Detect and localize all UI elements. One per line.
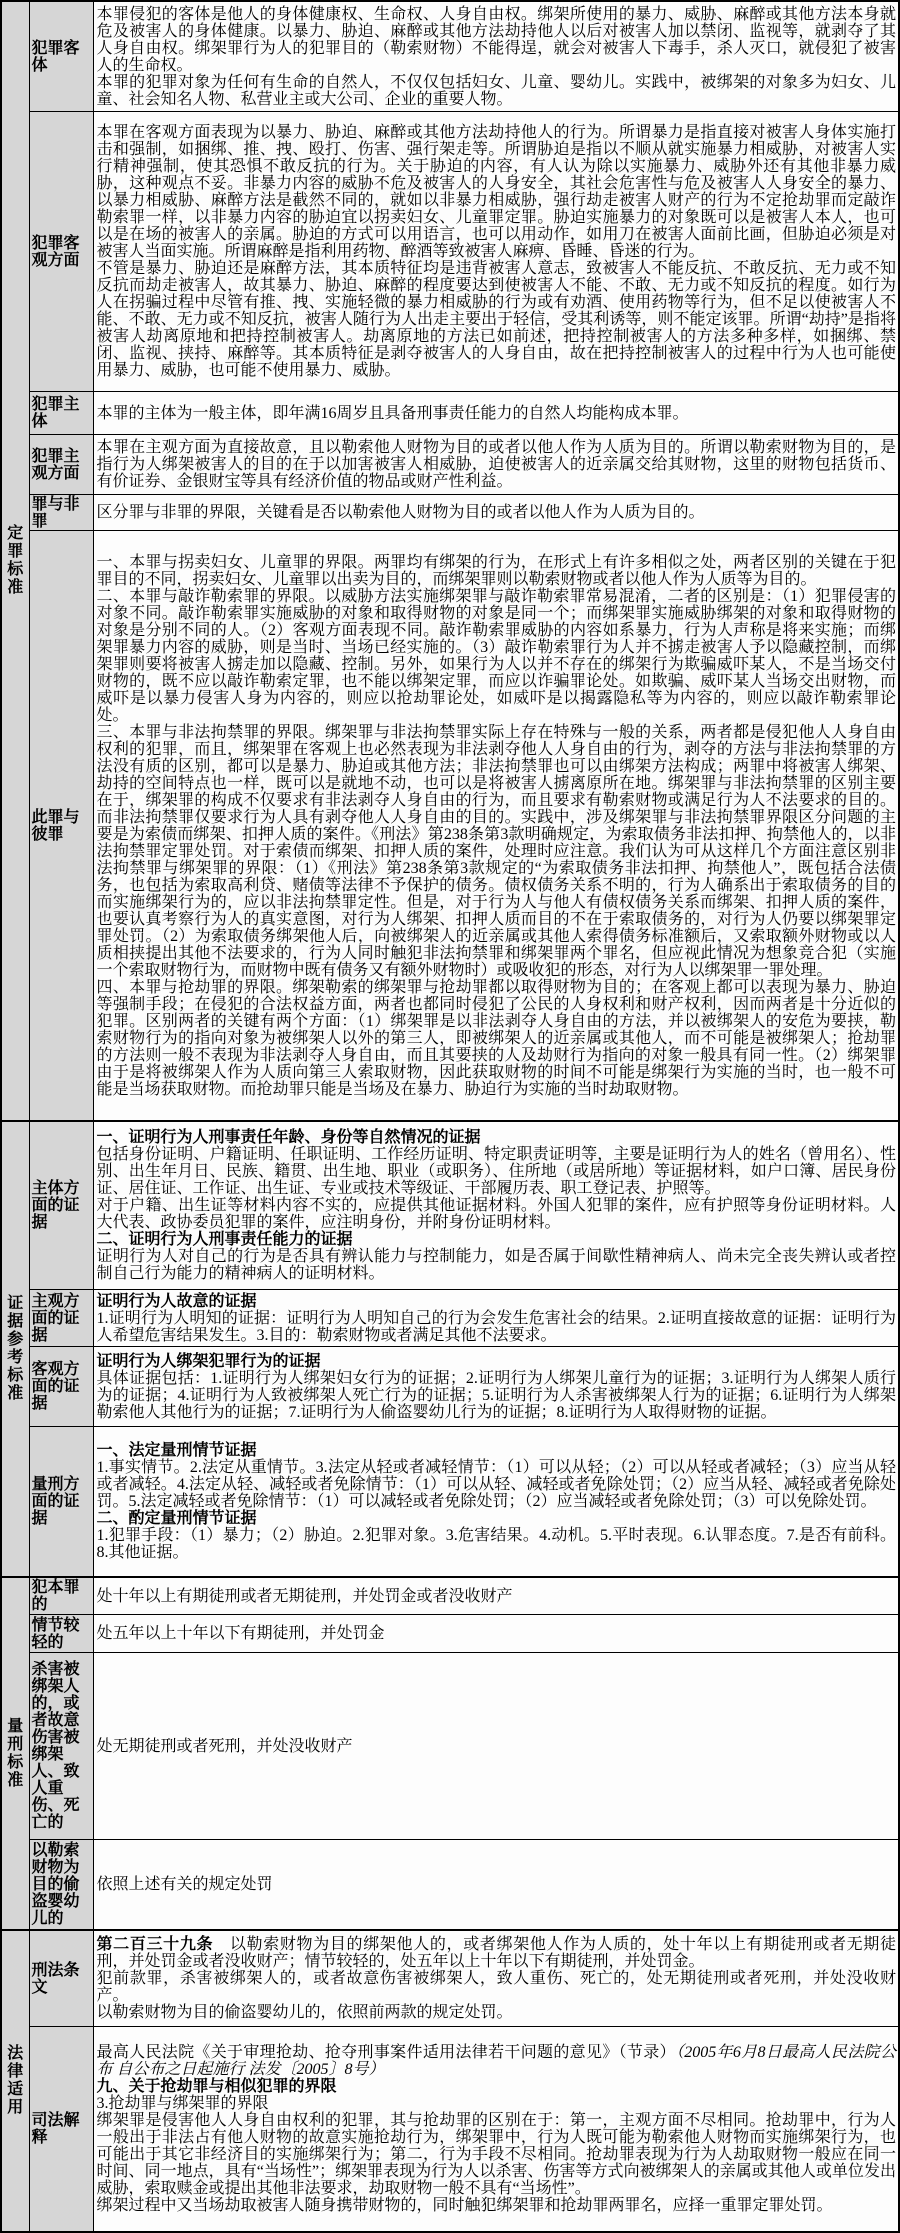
row-label-crime-or-not: 罪与非罪	[29, 495, 93, 531]
paragraph: 本罪的犯罪对象为任何有生命的自然人，不仅仅包括妇女、儿童、婴幼儿。实践中，被绑架的对象多为妇女、儿童、社会知名人物、私营业主或大公司、企业的重要人物。	[96, 73, 896, 108]
interpretation-citation: （2005年6月8日最高人民法院公布 自公布之日起施行 法发〔2005〕8号）	[96, 2044, 896, 2078]
table-row	[1, 435, 899, 495]
table-row	[1, 1577, 899, 1615]
cell-objective-evidence	[93, 1347, 899, 1427]
cell-crime-subject	[93, 392, 899, 435]
paragraph: 以勒索财物为目的偷盗婴幼儿的，依照前两款的规定处罚。	[96, 2004, 513, 2021]
row-label-stealing-infant: 以勒索财物为目的偷盗婴幼儿的	[29, 1840, 93, 1931]
cell-basic-offense-penalty	[93, 1577, 899, 1615]
table-row	[1, 495, 899, 531]
cell-minor-circumstances-penalty	[93, 1615, 899, 1653]
paragraph: 依照上述有关的规定处罚	[96, 1876, 273, 1893]
paragraph: 绑架过程中又当场劫取被害人随身携带财物的，同时触犯绑架罪和抢劫罪两罪名，应择一重罪定罪处罚。	[96, 2197, 833, 2214]
cell-this-crime-vs-other	[93, 531, 899, 1122]
section-label-conviction-standard: 定罪标准	[1, 1, 29, 1121]
paragraph: 证明行为人对自己的行为是否具有辨认能力与控制能力，如是否属于间歇性精神病人、尚未完全丧失辨认或者控制自己行为能力的精神病人的证明材料。	[96, 1248, 896, 1282]
interpretation-title: 最高人民法院《关于审理抢劫、抢夺刑事案件适用法律若干问题的意见》（节录）	[96, 2044, 676, 2061]
paragraph: 处无期徒刑或者死刑，并处没收财产	[96, 1737, 353, 1755]
table-row	[1, 1840, 899, 1931]
paragraph: 本罪的主体为一般主体，即年满16周岁且具备刑事责任能力的自然人均能构成本罪。	[96, 404, 689, 422]
row-label-minor-circumstances: 情节较轻的	[29, 1615, 93, 1653]
table-row	[1, 1930, 899, 2027]
article-text: 以勒索财物为目的绑架他人的，或者绑架他人作为人质的，处十年以上有期徒刑或者无期徒刑，并处罚金或者没收财产；情节较轻的，处五年以上十年以下有期徒刑，并处罚金。	[96, 1936, 896, 1970]
row-label-subjective-evidence: 主观方面的证据	[29, 1290, 93, 1347]
paragraph: 处十年以上有期徒刑或者无期徒刑，并处罚金或者没收财产	[96, 1587, 513, 1605]
row-label-crime-object: 犯罪客体	[29, 1, 93, 112]
cell-subject-evidence	[93, 1121, 899, 1290]
paragraph: 本罪在客观方面表现为以暴力、胁迫、麻醉或其他方法劫持他人的行为。所谓暴力是指直接对被害人身体实施打击和强制，如捆绑、推、拽、殴打、伤害、强行架走等。所谓胁迫是指以不顺从就实施暴力相威胁，对被害人实行精神强制，使其恐惧不敢反抗的行为。关于胁迫的内容，有人认为除以实施暴力、威胁外还有其他非暴力威胁，这种观点不妥。非暴力内容的威胁不危及被害人的人身安全，其社会危害性与危及被害人人身安全的暴力、以暴力相威胁、麻醉方法是截然不同的，就如以非暴力相威胁，强行劫走被害人财产的行为不定抢劫罪而定敲诈勒索罪一样，以非暴力内容的胁迫宜以拐卖妇女、儿童罪定罪。胁迫实施暴力的对象既可以是被害人本人，也可以是在场的被害人的亲属。胁迫的方式可以用语言，也可以用动作，如用刀在被害人面前比画，但胁迫必须是对被害人当面实施。所谓麻醉是指利用药物、醉酒等致被害人麻痹、昏睡、昏迷的行为。	[96, 124, 896, 260]
paragraph-heading: 二、证明行为人刑事责任能力的证据	[96, 1231, 353, 1248]
row-label-crime-subject: 犯罪主体	[29, 392, 93, 435]
paragraph: 1.证明行为人明知的证据：证明行为人明知自己的行为会发生危害社会的结果。2.证明直接故意的证据：证明行为人希望危害结果发生。3.目的：勒索财物或者满足其他不法要求。	[96, 1309, 896, 1344]
cell-killing-hostage-penalty	[93, 1653, 899, 1840]
paragraph: 三、本罪与非法拘禁罪的界限。绑架罪与非法拘禁罪实际上存在特殊与一般的关系，两者都是侵犯他人人身自由权利的犯罪，而且，绑架罪在客观上也必然表现为非法剥夺他人人身自由的行为，剥夺的方法与非法拘禁罪的方法没有质的区别，都可以是暴力、胁迫或其他方法；非法拘禁罪也可以由绑架方法构成；两罪中将被害人绑架、劫持的空间特点也一样，既可以是就地不动，也可以是将被害人掳离原所在地。绑架罪与非法拘禁罪的区别主要在于，绑架罪的构成不仅要求有非法剥夺人身自由的行为，而且要求有勒索财物或满足行为人不法要求的目的。而非法拘禁罪仅要求行为人具有剥夺他人人身自由的目的。实践中，涉及绑架罪与非法拘禁罪界限区分问题的主要是为索债而绑架、扣押人质的案件。《刑法》第238条第3款明确规定，为索取债务非法扣押、拘禁他人的，以非法拘禁罪定罪处罚。对于索债而绑架、扣押人质的案件，处理时应注意。我们认为可从这样几个方面注意区别非法拘禁罪与绑架罪的界限：（1）《刑法》第238条第3款规定的“为索取债务非法扣押、拘禁他人”，既包括合法债务，也包括为索取高利贷、赌债等法律不予保护的债务。债权债务关系不明的，行为人确系出于索取债务的目的而实施绑架行为的，应以非法拘禁罪定性。但是，对于行为人与他人有债权债务关系而绑架、扣押人质的案件，也要认真考察行为人的真实意图，对行为人绑架、扣押人质而目的不在于索取债务的，对行为人仍要以绑架罪定罪处罚。（2）为索取债务绑架他人后，向被绑架人的近亲属或其他人索得债务标准额后，又索取额外财物或以人质相挟提出其他不法要求的，行为人同时触犯非法拘禁罪和绑架罪两个罪名，但应视此情况为想象竞合犯（实施一个索取财物行为，而财物中既有债务又有额外财物时）或吸收犯的形态，对行为人以绑架罪一罪处理。	[96, 723, 896, 979]
paragraph-heading: 一、证明行为人刑事责任年龄、身份等自然情况的证据	[96, 1129, 481, 1146]
paragraph: 本罪在主观方面为直接故意，且以勒索他人财物为目的或者以他人作为人质为目的。所谓以勒索财物为目的，是指行为人绑架被害人的目的在于以加害被害人相威胁，迫使被害人的近亲属交给其财物，这里的财物包括货币、有价证券、金银财宝等具有经济价值的物品或财产性利益。	[96, 439, 896, 490]
table-row	[1, 1615, 899, 1653]
row-label-basic-offense: 犯本罪的	[29, 1577, 93, 1615]
table-row	[1, 1347, 899, 1427]
paragraph: 二、本罪与敲诈勒索罪的界限。以威胁方法实施绑架罪与敲诈勒索罪常易混淆，二者的区别是：（1）犯罪侵害的对象不同。敲诈勒索罪实施威胁的对象和取得财物的对象是同一个；而绑架罪实施威胁绑架的对象和取得财物的对象是分别不同的人。（2）客观方面表现不同。敲诈勒索罪威胁的内容如系暴力，行为人声称是将来实施；而绑架罪暴力内容的威胁，则是当时、当场已经实施的。（3）敲诈勒索罪行为人并不掳走被害人予以隐藏控制，而绑架罪则要将被害人掳走加以隐藏、控制。另外，如果行为人以并不存在的绑架行为欺骗威吓某人，不是当场交付财物的，既不应以敲诈勒索定罪，也不能以绑架定罪，而应以诈骗罪论处。如欺骗、威吓某人当场交出财物，而威吓是以暴力侵害人身为内容的，则应以抢劫罪论处，如威吓是以揭露隐私等为内容的，则应以敲诈勒索罪论处。	[96, 587, 896, 724]
paragraph: 1.犯罪手段：（1）暴力；（2）胁迫。2.犯罪对象。3.危害结果。4.动机。5.平时表现。6.认罪态度。7.是否有前科。8.其他证据。	[96, 1527, 896, 1561]
table-row	[1, 2027, 899, 2233]
cell-stealing-infant-penalty	[93, 1840, 899, 1931]
row-label-criminal-law-article: 刑法条文	[29, 1930, 93, 2027]
table-row	[1, 531, 899, 1122]
cell-judicial-interpretation	[93, 2027, 899, 2233]
paragraph: 犯前款罪，杀害被绑架人的，或者故意伤害被绑架人，致人重伤、死亡的，处无期徒刑或者死刑，并处没收财产。	[96, 1970, 896, 2004]
paragraph: 处五年以上十年以下有期徒刑，并处罚金	[96, 1625, 385, 1642]
table-row	[1, 392, 899, 435]
table-row	[1, 1290, 899, 1347]
row-label-subjective-aspect: 犯罪主观方面	[29, 435, 93, 495]
table-row	[1, 112, 899, 392]
paragraph: 区分罪与非罪的界限，关键看是否以勒索他人财物为目的或者以他人作为人质为目的。	[96, 504, 705, 521]
paragraph: 对于户籍、出生证等材料内容不实的，应提供其他证据材料。外国人犯罪的案件，应有护照等身份证明材料。人大代表、政协委员犯罪的案件，应注明身份，并附身份证明材料。	[96, 1197, 896, 1231]
article-number: 第二百三十九条	[96, 1936, 214, 1953]
row-label-objective-evidence: 客观方面的证据	[29, 1347, 93, 1427]
cell-criminal-law-article	[93, 1930, 899, 2027]
paragraph-heading: 九、关于抢劫罪与相似犯罪的界限	[96, 2078, 337, 2095]
paragraph-heading: 证明行为人故意的证据	[96, 1292, 257, 1310]
paragraph: 四、本罪与抢劫罪的界限。绑架勒索的绑架罪与抢劫罪都以取得财物为目的；在客观上都可以表现为暴力、胁迫等强制手段；在侵犯的合法权益方面，两者也都同时侵犯了公民的人身权利和财产权利，因而两者是十分近似的犯罪。区别两者的关键有两个方面：（1）绑架罪是以非法剥夺人身自由的方法，并以被绑架人的安危为要挟，勒索财物行为的指向对象为被绑架人以外的第三人，即被绑架人的近亲属或其他人，而不可能是被绑架人；抢劫罪的方法则一般不表现为非法剥夺人身自由，而且其要挟的人及劫财行为指向的对象一般具有同一性。（2）绑架罪由于是将被绑架人作为人质向第三人索取财物，因此获取财物的时间不可能是绑架行为实施的当时，也一般不可能是当场获取财物。而抢劫罪只能是当场及在暴力、胁迫行为实施的当时劫取财物。	[96, 978, 896, 1098]
row-label-sentencing-evidence: 量刑方面的证据	[29, 1427, 93, 1578]
table-row	[1, 1, 899, 112]
cell-crime-object	[93, 1, 899, 112]
paragraph-heading: 一、法定量刑情节证据	[96, 1442, 257, 1459]
section-label-evidence-reference-standard: 证据参考标准	[1, 1121, 29, 1577]
section-label-law-application: 法律适用	[1, 1930, 29, 2232]
paragraph: 3.抢劫罪与绑架罪的界限	[96, 2095, 269, 2112]
cell-crime-or-not	[93, 495, 899, 531]
row-label-judicial-interpretation: 司法解释	[29, 2027, 93, 2233]
cell-subjective-aspect	[93, 435, 899, 495]
paragraph: 绑架罪是侵害他人人身自由权利的犯罪，其与抢劫罪的区别在于：第一，主观方面不尽相同。抢劫罪中，行为人一般出于非法占有他人财物的故意实施抢劫行为，绑架罪中，行为人既可能为勒索他人财物而实施绑架行为，也可能出于其它非经济目的实施绑架行为；第二，行为手段不尽相同。抢劫罪表现为行为人劫取财物一般应在同一时间、同一地点，具有“当场性”；绑架罪表现为行为人以杀害、伤害等方式向被绑架人的亲属或其他人或单位发出威胁，索取赎金或提出其他非法要求，劫取财物一般不具有“当场性”。	[96, 2112, 896, 2197]
cell-subjective-evidence	[93, 1290, 899, 1347]
paragraph: 包括身份证明、户籍证明、任职证明、工作经历证明、特定职责证明等，主要是证明行为人的姓名（曾用名）、性别、出生年月日、民族、籍贯、出生地、职业（或职务）、住所地（或居所地）等证据材料，如户口簿、居民身份证、居住证、工作证、出生证、专业或技术等级证、干部履历表、职工登记表、护照等。	[96, 1146, 896, 1197]
paragraph: 一、本罪与拐卖妇女、儿童罪的界限。两罪均有绑架的行为，在形式上有许多相似之处，两者区别的关键在于犯罪目的不同，拐卖妇女、儿童罪以出卖为目的，而绑架罪则以勒索财物或者以他人作为人质等为目的。	[96, 553, 896, 588]
paragraph-heading: 证明行为人绑架犯罪行为的证据	[96, 1352, 321, 1370]
section-label-sentencing-standard: 量刑标准	[1, 1577, 29, 1930]
cell-objective-aspect	[93, 112, 899, 392]
row-label-objective-aspect: 犯罪客观方面	[29, 112, 93, 392]
cell-sentencing-evidence	[93, 1427, 899, 1578]
paragraph	[97, 2044, 897, 2078]
table-row	[1, 1427, 899, 1578]
table-row	[1, 1653, 899, 1840]
row-label-this-crime-vs-other: 此罪与彼罪	[29, 531, 93, 1122]
table-row	[1, 1121, 899, 1290]
paragraph: 不管是暴力、胁迫还是麻醉方法，其本质特征均是违背被害人意志，致被害人不能反抗、不敢反抗、无力或不知反抗而劫走被害人，故其暴力、胁迫、麻醉的程度要达到使被害人不能、不敢、无力或不知反抗的程度。如行为人在拐骗过程中尽管有推、拽、实施轻微的暴力相威胁的行为或有劝酒、使用药物等行为，但不足以使被害人不能、不敢、无力或不知反抗，被害人随行为人出走主要出于轻信，受其利诱等，则不能定该罪。所谓“劫持”是指将被害人劫离原地和把持控制被害人。劫离原地的方法已如前述，把持控制被害人的方法多种多样，如捆绑、禁闭、监视、挟持、麻醉等。其本质特征是剥夺被害人的人身自由，故在把持控制被害人的过程中行为人也可能使用暴力、威胁，也可能不使用暴力、威胁。	[96, 260, 896, 379]
paragraph: 本罪侵犯的客体是他人的身体健康权、生命权、人身自由权。绑架所使用的暴力、威胁、麻醉或其他方法本身就危及被害人的身体健康。以暴力、胁迫、麻醉或其他方法劫持他人以后对被害人加以禁闭、监视等，就剥夺了其人身自由权。绑架罪行为人的犯罪目的（勒索财物）不能得逞，就会对被害人下毒手，杀人灭口，就侵犯了被害人的生命权。	[96, 5, 896, 74]
paragraph	[97, 1936, 897, 1970]
paragraph: 1.事实情节。2.法定从重情节。3.法定从轻或者减轻情节：（1）可以从轻；（2）可以从轻或者减轻；（3）应当从轻或者减轻。4.法定从轻、减轻或者免除情节：（1）可以从轻、减轻或者免除处罚；（2）应当从轻、减轻或者免除处罚。5.法定减轻或者免除情节：（1）可以减轻或者免除处罚；（2）应当减轻或者免除处罚；（3）可以免除处罚。	[96, 1459, 896, 1510]
paragraph: 具体证据包括：1.证明行为人绑架妇女行为的证据；2.证明行为人绑架儿童行为的证据；3.证明行为人绑架人质行为的证据；4.证明行为人致被绑架人死亡行为的证据；5.证明行为人杀害被绑架人行为的证据；6.证明行为人绑架勒索他人其他行为的证据；7.证明行为人偷盗婴幼儿行为的证据；8.证明行为人取得财物的证据。	[96, 1369, 896, 1421]
row-label-killing-hostage: 杀害被绑架人的，或者故意伤害被绑架人、致人重伤、死亡的	[29, 1653, 93, 1840]
paragraph-heading: 二、酌定量刑情节证据	[96, 1510, 257, 1527]
row-label-subject-evidence: 主体方面的证据	[29, 1121, 93, 1290]
